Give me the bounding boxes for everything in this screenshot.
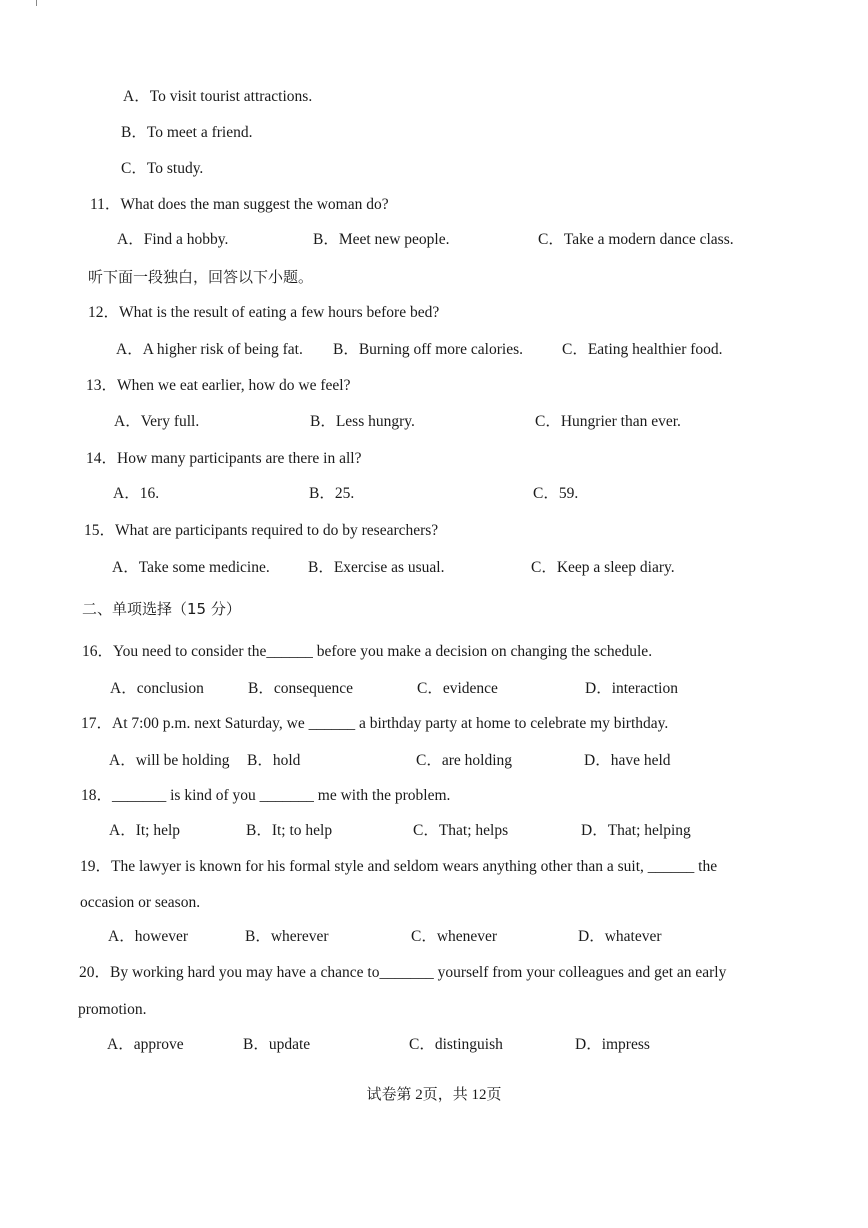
q12-option-c: C．Eating healthier food. xyxy=(562,341,723,358)
q12-option-b: B．Burning off more calories. xyxy=(333,341,523,358)
monologue-instruction: 听下面一段独白，回答以下小题。 xyxy=(88,268,314,286)
q19-option-a: A．however xyxy=(108,928,189,945)
q16-option-b: B．consequence xyxy=(248,680,354,697)
q20-option-d: D．impress xyxy=(575,1036,650,1053)
q17-stem: 17．At 7:00 p.m. next Saturday, we ______ a birthday party at home to celebrate my birthday. xyxy=(81,715,669,732)
q11-option-c: C．Take a modern dance class. xyxy=(538,231,734,248)
q19-stem-line2: occasion or season. xyxy=(80,894,201,911)
q12-option-a: A．A higher risk of being fat. xyxy=(116,341,303,358)
q10-option-a: A．To visit tourist attractions. xyxy=(123,88,313,105)
q12-stem: 12．What is the result of eating a few hours before bed? xyxy=(88,304,440,321)
q20-option-a: A．approve xyxy=(107,1036,184,1053)
q11-option-a: A．Find a hobby. xyxy=(117,231,229,248)
q20-stem-line1: 20．By working hard you may have a chance to_______ yourself from your colleagues and get an early xyxy=(79,964,727,981)
q16-option-d: D．interaction xyxy=(585,680,678,697)
page-footer: 试卷第 2页，共 12页 xyxy=(366,1087,502,1103)
q16-option-c: C．evidence xyxy=(417,680,498,697)
q10-option-c: C．To study. xyxy=(121,160,204,177)
q15-option-c: C．Keep a sleep diary. xyxy=(531,559,675,576)
q18-option-a: A．It; help xyxy=(109,822,181,839)
q18-option-b: B．It; to help xyxy=(246,822,333,839)
q20-option-b: B．update xyxy=(243,1036,311,1053)
q11-option-b: B．Meet new people. xyxy=(313,231,450,248)
q17-option-a: A．will be holding xyxy=(109,752,230,769)
q19-stem-line1: 19．The lawyer is known for his formal style and seldom wears anything other than a suit, ______ the xyxy=(80,858,718,875)
q14-option-b: B．25. xyxy=(309,485,355,502)
q17-option-c: C．are holding xyxy=(416,752,512,769)
q17-option-b: B．hold xyxy=(247,752,301,769)
q15-stem: 15．What are participants required to do by researchers? xyxy=(84,522,439,539)
q20-option-c: C．distinguish xyxy=(409,1036,503,1053)
q13-option-c: C．Hungrier than ever. xyxy=(535,413,681,430)
q13-option-b: B．Less hungry. xyxy=(310,413,415,430)
q14-option-a: A．16. xyxy=(113,485,160,502)
q17-option-d: D．have held xyxy=(584,752,671,769)
q13-option-a: A．Very full. xyxy=(114,413,200,430)
q18-stem: 18．_______ is kind of you _______ me with the problem. xyxy=(81,787,451,804)
q18-option-c: C．That; helps xyxy=(413,822,509,839)
q13-stem: 13．When we eat earlier, how do we feel? xyxy=(86,377,351,394)
q15-option-b: B．Exercise as usual. xyxy=(308,559,445,576)
q19-option-b: B．wherever xyxy=(245,928,329,945)
q19-option-d: D．whatever xyxy=(578,928,662,945)
q16-stem: 16．You need to consider the______ before you make a decision on changing the schedule. xyxy=(82,643,653,660)
scan-mark xyxy=(36,0,37,6)
q15-option-a: A．Take some medicine. xyxy=(112,559,270,576)
q10-option-b: B．To meet a friend. xyxy=(121,124,253,141)
section2-title: 二、单项选择（15 分） xyxy=(82,600,241,618)
q14-stem: 14．How many participants are there in all? xyxy=(86,450,362,467)
q16-option-a: A．conclusion xyxy=(110,680,204,697)
q19-option-c: C．whenever xyxy=(411,928,498,945)
q20-stem-line2: promotion. xyxy=(78,1001,147,1018)
q11-stem: 11．What does the man suggest the woman do? xyxy=(90,196,389,213)
q18-option-d: D．That; helping xyxy=(581,822,691,839)
q14-option-c: C．59. xyxy=(533,485,579,502)
